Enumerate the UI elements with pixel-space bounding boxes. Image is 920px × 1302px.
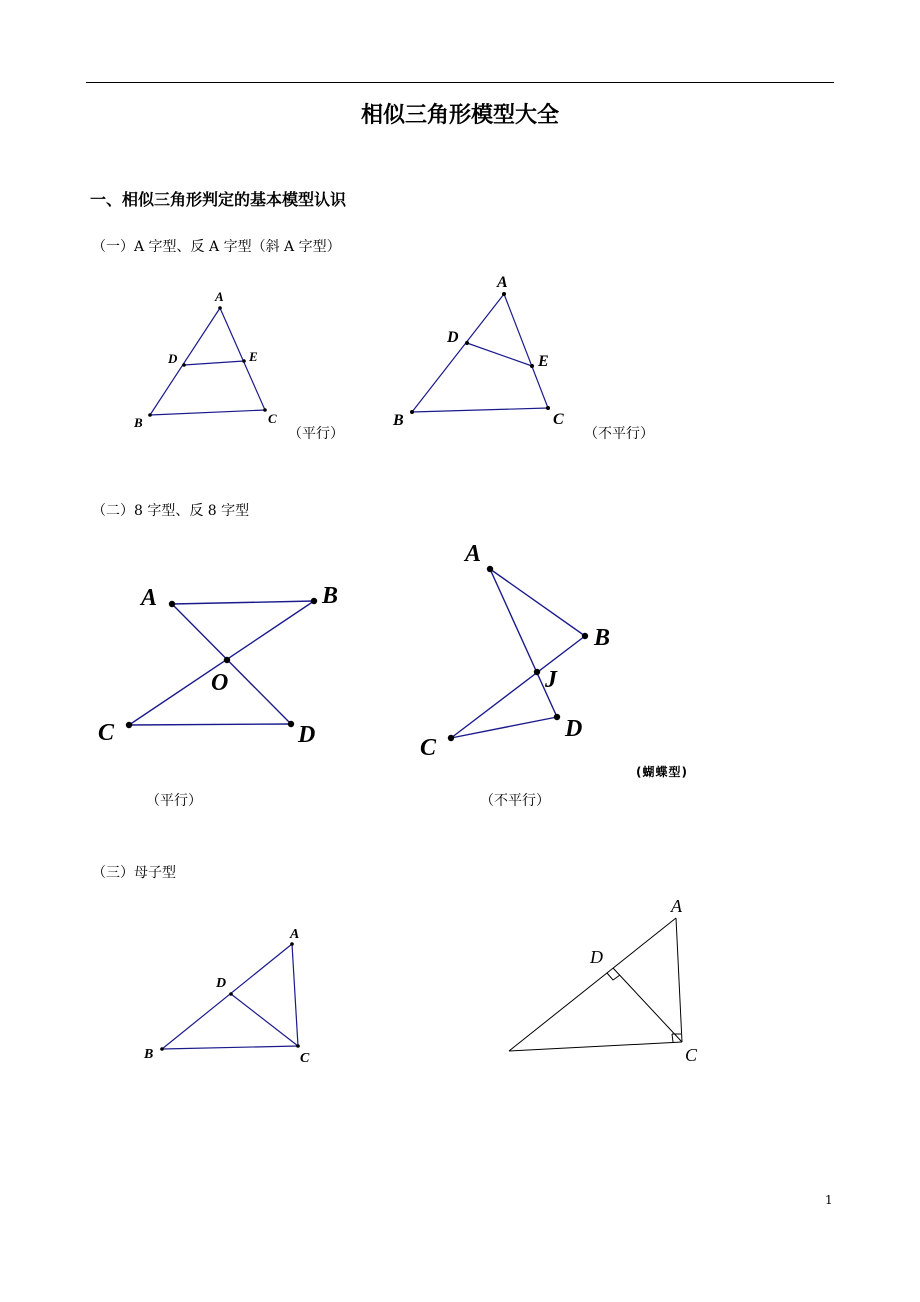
- segment-ab: [172, 601, 314, 604]
- label-a: A: [497, 274, 508, 291]
- point-a: [218, 306, 222, 310]
- point-d: [554, 714, 560, 720]
- segment-ab: [490, 569, 585, 636]
- label-a: A: [290, 927, 300, 942]
- figure-8-parallel: [129, 601, 314, 725]
- segment-cd: [129, 724, 291, 725]
- label-c: C: [420, 735, 437, 761]
- point-e: [242, 359, 246, 363]
- page-number: 1: [825, 1193, 833, 1207]
- label-c: C: [553, 411, 564, 428]
- label-b: B: [393, 412, 404, 429]
- point-d: [229, 992, 233, 996]
- segment-ab: [412, 294, 504, 412]
- segment-bc: [129, 601, 314, 725]
- segment-de: [184, 361, 244, 365]
- segment-cd: [451, 717, 557, 738]
- point-b: [311, 598, 317, 604]
- point-d: [182, 363, 186, 367]
- point-a: [487, 566, 493, 572]
- label-a: A: [215, 289, 224, 304]
- figure-a-nonparallel: [412, 294, 548, 412]
- label-d: D: [447, 329, 459, 346]
- subsection-heading-8-shape: （二）8 字型、反 8 字型: [92, 503, 250, 519]
- point-d: [465, 341, 469, 345]
- figure-8-nonparallel: [451, 569, 585, 738]
- label-j: J: [545, 667, 557, 693]
- section-heading: 一、相似三角形判定的基本模型认识: [90, 190, 347, 209]
- point-d: [288, 721, 294, 727]
- segment-ab: [509, 918, 676, 1051]
- label-d: D: [168, 351, 178, 366]
- caption-nonparallel-a: （不平行）: [584, 426, 654, 442]
- subsection-heading-a-shape: （一）A 字型、反 A 字型（斜 A 字型）: [92, 239, 341, 255]
- point-c: [546, 406, 550, 410]
- point-e: [530, 364, 534, 368]
- segment-bc: [150, 410, 265, 415]
- right-angle-mark-c: [672, 1034, 673, 1042]
- segment-ad: [172, 604, 291, 724]
- label-d: D: [216, 976, 227, 991]
- segment-de: [467, 343, 532, 366]
- label-a: A: [671, 896, 682, 916]
- segment-ad: [490, 569, 557, 717]
- label-a: A: [141, 585, 158, 611]
- point-c: [126, 722, 132, 728]
- label-b: B: [144, 1047, 154, 1062]
- butterfly-note: (蝴蝶型): [636, 765, 688, 779]
- caption-nonparallel-8: （不平行）: [480, 793, 550, 809]
- label-o: O: [211, 670, 229, 696]
- label-a: A: [465, 541, 482, 567]
- segment-bc: [162, 1046, 298, 1049]
- label-d: D: [590, 947, 603, 967]
- segment-ac: [292, 944, 298, 1046]
- segment-ac: [504, 294, 548, 408]
- segment-dc: [231, 994, 298, 1046]
- page-title: 相似三角形模型大全: [360, 102, 559, 128]
- segment-bc: [509, 1042, 682, 1051]
- segment-dc: [613, 968, 682, 1042]
- segment-ab: [150, 308, 220, 415]
- label-e: E: [538, 353, 549, 370]
- segment-ac: [220, 308, 265, 410]
- point-j: [534, 669, 540, 675]
- caption-parallel-8: （平行）: [146, 793, 202, 809]
- subsection-heading-mother-child: （三）母子型: [92, 865, 176, 881]
- segment-bc: [412, 408, 548, 412]
- label-b: B: [594, 625, 611, 651]
- point-b: [582, 633, 588, 639]
- point-a: [502, 292, 506, 296]
- label-e: E: [249, 349, 258, 364]
- label-c: C: [300, 1051, 310, 1066]
- point-a: [169, 601, 175, 607]
- point-b: [148, 413, 152, 417]
- label-c: C: [98, 720, 115, 746]
- figure-mother-child: [162, 944, 298, 1049]
- label-d: D: [298, 722, 316, 748]
- segment-ac: [676, 918, 682, 1042]
- label-c: C: [268, 411, 277, 426]
- point-a: [290, 942, 294, 946]
- label-b: B: [322, 583, 339, 609]
- segment-ab: [162, 944, 292, 1049]
- caption-parallel-a: （平行）: [288, 426, 344, 442]
- point-c: [448, 735, 454, 741]
- point-o: [224, 657, 230, 663]
- point-b: [410, 410, 414, 414]
- label-c: C: [685, 1045, 698, 1065]
- point-c: [296, 1044, 300, 1048]
- figure-right-triangle: [509, 918, 682, 1051]
- label-d: D: [565, 716, 583, 742]
- label-b: B: [134, 415, 143, 430]
- point-b: [160, 1047, 164, 1051]
- point-c: [263, 408, 267, 412]
